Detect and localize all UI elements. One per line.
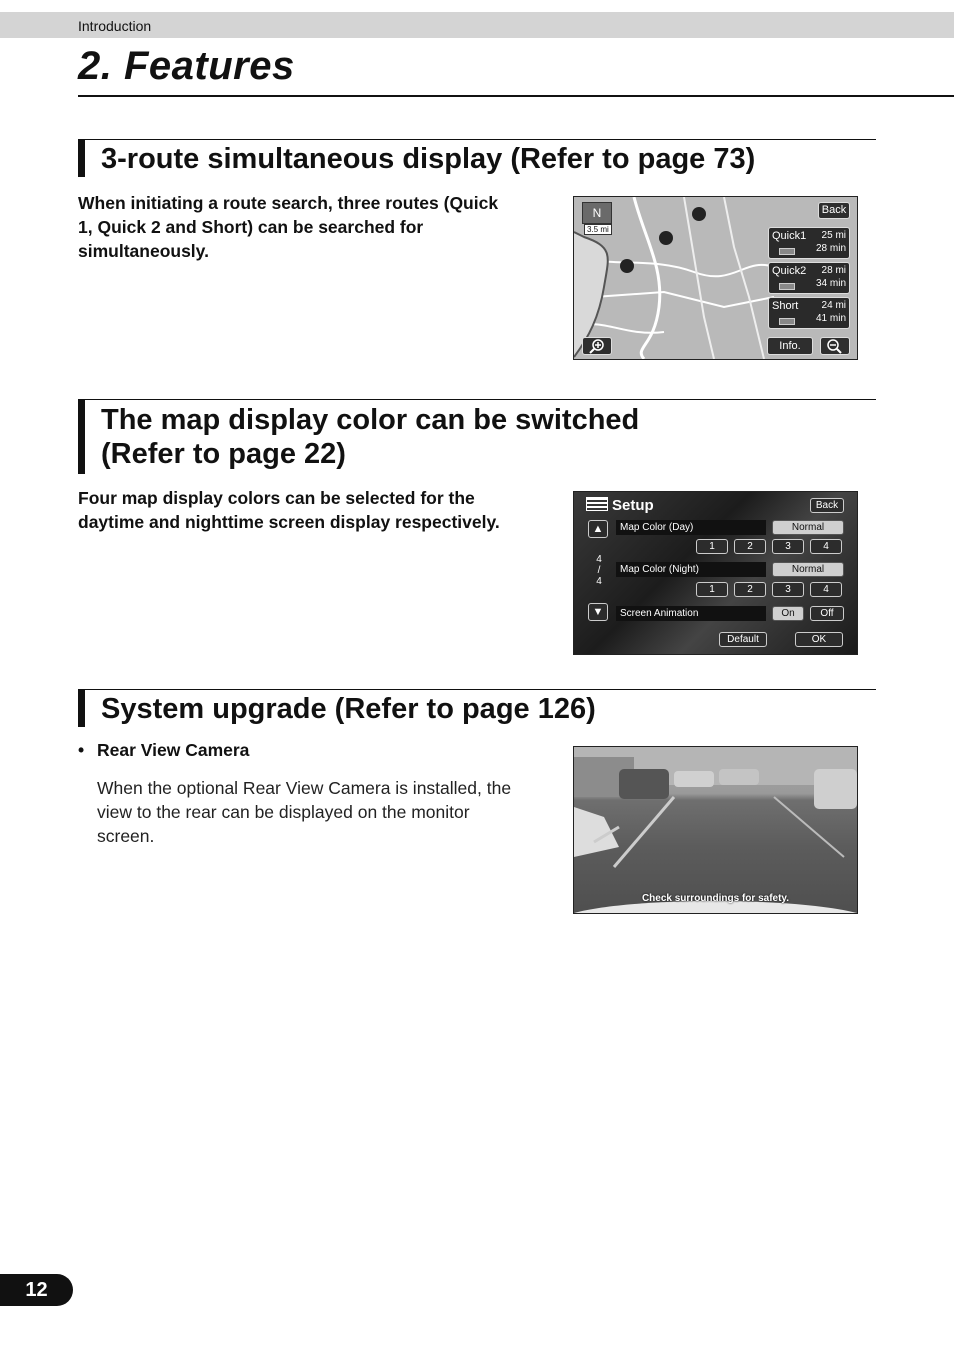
north-arrow-icon[interactable]: N [582,202,612,224]
route-name: Short [772,300,799,312]
section-3-text: When the optional Rear View Camera is installed, the view to the rear can be displayed on the monitor screen. [97,778,512,846]
section-2-title-line2: (Refer to page 22) [101,438,346,470]
camera-caption: Check surroundings for safety. [641,893,790,904]
section-1-text: When initiating a route search, three routes (Quick 1, Quick 2 and Short) can be searched for simultaneously. [78,193,499,261]
section-3-title: System upgrade (Refer to page 126) [101,693,596,725]
zoom-in-icon [583,338,611,354]
map-color-night-value[interactable]: Normal [772,562,844,577]
bullet-label: Rear View Camera [97,740,250,760]
route-name: Quick2 [772,265,807,277]
section-1-rule [78,139,876,140]
route-color-swatch [779,283,795,290]
night-color-option-2[interactable]: 2 [734,582,766,597]
map-color-night-label: Map Color (Night) [616,562,766,577]
section-2-rule [78,399,876,400]
route-distance: 24 mi [821,300,846,311]
ok-button[interactable]: OK [795,632,843,647]
bullet-item [78,740,249,761]
route-distance: 28 mi [821,265,846,276]
day-color-option-3[interactable]: 3 [772,539,804,554]
day-color-option-2[interactable]: 2 [734,539,766,554]
route-time: 28 min [815,243,846,254]
route-name: Quick1 [772,230,807,242]
screen-animation-label: Screen Animation [616,606,766,621]
route-color-swatch [779,248,795,255]
scroll-down-icon[interactable]: ▼ [588,603,608,621]
section-3-rule [78,689,876,690]
night-color-option-1[interactable]: 1 [696,582,728,597]
info-button[interactable]: Info. [767,337,813,355]
day-color-option-1[interactable]: 1 [696,539,728,554]
day-color-option-4[interactable]: 4 [810,539,842,554]
route-time: 41 min [815,313,846,324]
section-1-bar [78,140,85,177]
section-2-text: Four map display colors can be selected for the daytime and nighttime screen display respectively. [78,488,500,532]
setup-screenshot [573,491,858,655]
section-1-title: 3-route simultaneous display (Refer to page 73) [101,143,756,175]
animation-off-button[interactable]: Off [810,606,844,621]
route-short[interactable] [768,297,850,329]
map-scale: 3.5 mi [584,224,612,235]
night-color-option-4[interactable]: 4 [810,582,842,597]
zoom-out-icon [821,338,849,354]
chapter-title: 2. Features [78,44,295,88]
section-2-title-line1: The map display color can be switched [101,404,640,436]
route-distance: 25 mi [821,230,846,241]
route-time: 34 min [815,278,846,289]
zoom-out-button[interactable] [820,337,850,355]
setup-title-text: Setup [612,497,654,514]
animation-on-button[interactable]: On [772,606,804,621]
zoom-in-button[interactable] [582,337,612,355]
section-3-bar [78,690,85,727]
running-header [0,12,954,38]
map-color-day-value[interactable]: Normal [772,520,844,535]
route-color-swatch [779,318,795,325]
section-2-title [101,403,639,471]
page-number: 12 [0,1274,73,1306]
default-button[interactable]: Default [719,632,767,647]
route-quick2[interactable] [768,262,850,294]
route-quick1[interactable] [768,227,850,259]
rear-camera-screenshot [573,746,858,914]
route-map-screenshot [573,196,858,360]
section-2-bar [78,400,85,474]
camera-scene [574,747,857,913]
chapter-rule [78,95,954,97]
running-header-label: Introduction [78,18,152,34]
menu-list-icon [586,497,608,511]
page-indicator: 4 / 4 [596,554,602,587]
night-color-option-3[interactable]: 3 [772,582,804,597]
setup-title [586,497,654,514]
bullet-symbol: • [78,740,85,760]
scroll-up-icon[interactable]: ▲ [588,520,608,538]
back-button[interactable]: Back [810,498,844,513]
back-button[interactable]: Back [818,202,850,219]
map-color-day-label: Map Color (Day) [616,520,766,535]
